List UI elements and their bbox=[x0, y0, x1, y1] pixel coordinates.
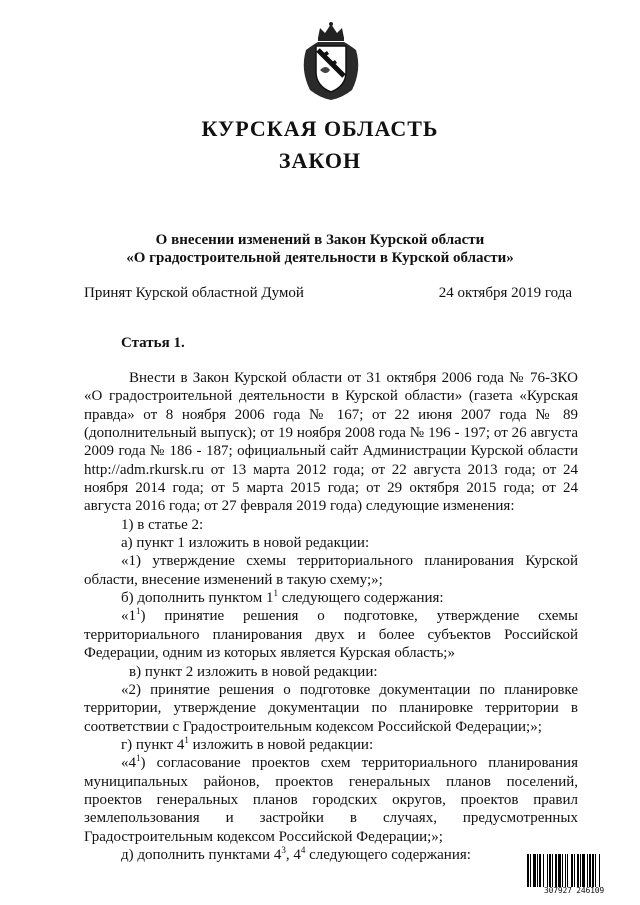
clause-g-content-start: «4 bbox=[121, 755, 136, 772]
barcode-bar bbox=[543, 854, 544, 887]
clause-1: 1) в статье 2: bbox=[121, 516, 204, 533]
clause-g bbox=[84, 736, 578, 754]
barcode-bar bbox=[539, 854, 541, 887]
adopted-by: Принят Курской областной Думой bbox=[84, 285, 304, 301]
barcode-bar bbox=[562, 854, 563, 887]
region-title: КУРСКАЯ ОБЛАСТЬ bbox=[201, 116, 439, 141]
barcode-bar bbox=[547, 854, 548, 887]
clause-g-content: ) согласование проектов схем территориального планирования муниципальных районов, проектов генеральных планов поселений, проектов генеральных планов городских округов, проектов правил землепользования и застройки в случаях, предусмотренных Градостроительным кодексом Российской Федерации;»; bbox=[84, 755, 578, 845]
barcode-bar bbox=[574, 854, 575, 887]
clause-b-content-sup: 1 bbox=[136, 606, 141, 617]
adoption-row bbox=[84, 285, 572, 302]
barcode-bar bbox=[582, 854, 585, 887]
article-body bbox=[84, 369, 578, 864]
barcode-bar bbox=[599, 854, 600, 887]
clause-b-content-start: «1 bbox=[121, 608, 136, 625]
barcode-bar bbox=[533, 854, 536, 887]
barcode-bar bbox=[580, 854, 581, 887]
clause-g-tail: изложить в новой редакции: bbox=[188, 736, 374, 753]
barcode-bar bbox=[537, 854, 538, 887]
barcode-bar bbox=[565, 854, 566, 887]
clause-b-text-block bbox=[84, 607, 578, 662]
barcode-bar bbox=[549, 854, 551, 887]
document-type: ЗАКОН bbox=[278, 148, 362, 173]
barcode-bar bbox=[567, 854, 568, 887]
barcode-bar bbox=[527, 854, 529, 887]
clause-b-tail: следующего содержания: bbox=[277, 590, 444, 607]
clause-g-content-sup: 1 bbox=[136, 753, 141, 764]
clause-d-mid: , 4 bbox=[285, 846, 301, 863]
article-intro: Внести в Закон Курской области от 31 октября 2006 года № 76-ЗКО «О градостроительной деятельности в Курской области» (газета «Курская правда» от 8 ноября 2006 года № 167; от 22 июня 2007 года № 89 (дополнительный выпуск); от 19 ноября 2008 года № 196 - 197; от 26 августа 2009 года № 186 - 187; официальный сайт Администрации Курской области http://adm.rkursk.ru от 13 марта 2012 года; от 22 августа 2013 года; от 24 ноября 2014 года; от 5 марта 2015 года; от 29 октября 2015 года; от 24 августа 2016 года; от 27 февраля 2019 года) следующие изменения: bbox=[84, 370, 578, 515]
law-subtitle-line-1: О внесении изменений в Закон Курской области bbox=[155, 232, 485, 248]
clause-g-sup: 1 bbox=[184, 734, 189, 745]
clause-a: а) пункт 1 изложить в новой редакции: bbox=[121, 535, 370, 552]
barcode-bar bbox=[571, 854, 573, 887]
clause-d-tail: следующего содержания: bbox=[305, 846, 471, 863]
clause-g-text: г) пункт 4 bbox=[121, 736, 185, 753]
barcode-bar bbox=[587, 854, 588, 887]
barcode-bar bbox=[589, 854, 591, 887]
coat-of-arms-icon bbox=[296, 20, 366, 102]
barcode-bar bbox=[577, 854, 579, 887]
clause-d-text: д) дополнить пунктами 4 bbox=[121, 846, 282, 863]
clause-b-content: ) принятие решения о подготовке, утверждение схемы территориального планирования двух и более субъектов Российской Федерации, одним из которых является Курская область;» bbox=[84, 608, 578, 662]
barcode-bar bbox=[595, 854, 596, 887]
clause-d bbox=[84, 846, 578, 864]
adoption-date: 24 октября 2019 года bbox=[438, 285, 572, 301]
law-subtitle-line-2: «О градостроительной деятельности в Курской области» bbox=[126, 250, 514, 266]
clause-a-text: «1) утверждение схемы территориального планирования Курской области, внесение изменений в такую схему;»; bbox=[84, 553, 578, 588]
clause-d-sup-1: 3 bbox=[281, 844, 286, 855]
barcode-bar bbox=[552, 854, 553, 887]
clause-v-text: «2) принятие решения о подготовке документации по планировке территории, утверждение документации по планировке территории в соответствии с Градостроительным кодексом Российской Федерации;»; bbox=[84, 681, 578, 735]
barcode-bar bbox=[558, 854, 561, 887]
barcode-bar bbox=[555, 854, 557, 887]
clause-g-text-block bbox=[84, 754, 578, 846]
clause-b bbox=[84, 589, 578, 607]
clause-d-sup-2: 4 bbox=[300, 844, 306, 855]
article-title: Статья 1. bbox=[121, 335, 185, 351]
barcode-bar bbox=[592, 854, 594, 887]
clause-b-sup: 1 bbox=[273, 588, 278, 599]
barcode-bar bbox=[530, 854, 531, 887]
clause-b-text: б) дополнить пунктом 1 bbox=[121, 590, 274, 607]
barcode-bars-icon bbox=[527, 854, 621, 887]
clause-v: в) пункт 2 изложить в новой редакции: bbox=[129, 663, 378, 680]
barcode bbox=[527, 854, 621, 896]
barcode-number: 307927 246109 bbox=[543, 886, 604, 895]
